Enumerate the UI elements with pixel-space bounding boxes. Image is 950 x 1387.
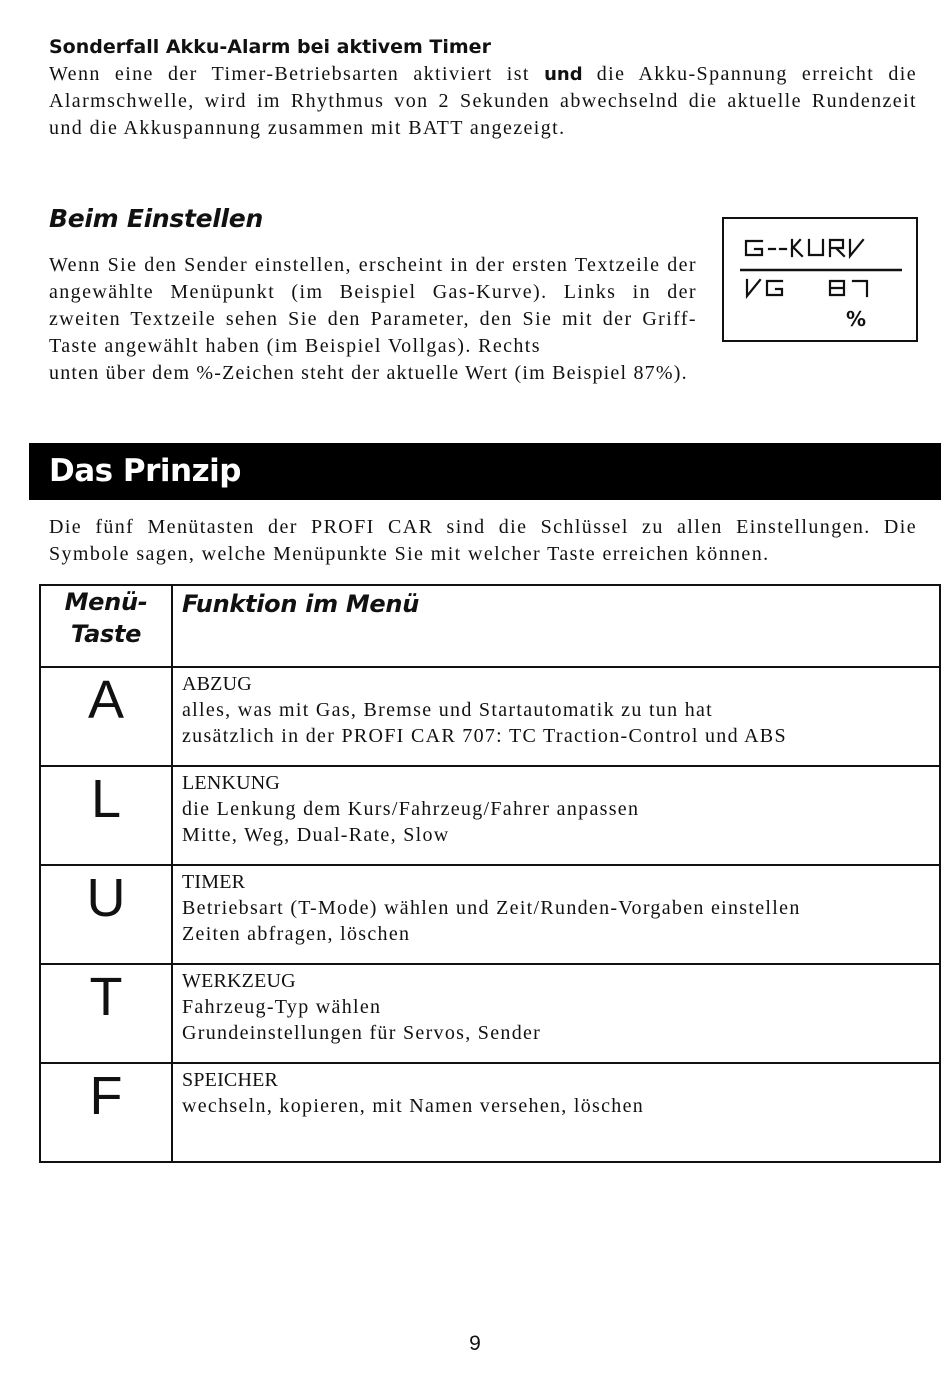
function-line: die Lenkung dem Kurs/Fahrzeug/Fahrer anpassen bbox=[182, 798, 640, 820]
alarm-paragraph bbox=[49, 61, 917, 142]
section-banner-principle: Das Prinzip bbox=[29, 443, 941, 500]
header-menu-key-line1: Menü- bbox=[64, 588, 148, 616]
table-row bbox=[40, 964, 940, 1063]
function-line: Mitte, Weg, Dual-Rate, Slow bbox=[182, 824, 450, 846]
function-title: ABZUG bbox=[182, 673, 252, 695]
table-row bbox=[40, 667, 940, 766]
lcd-percent-sign: % bbox=[846, 307, 867, 331]
menu-key-f: F bbox=[89, 1066, 123, 1126]
function-title: WERKZEUG bbox=[182, 970, 296, 992]
principle-paragraph: Die fünf Menütasten der PROFI CAR sind die Schlüssel zu allen Einstellungen. Die Symbole sagen, welche Menüpunkte Sie mit welcher Taste erreichen können. bbox=[49, 516, 917, 565]
page-number: 9 bbox=[469, 1332, 481, 1355]
function-line: Zeiten abfragen, löschen bbox=[182, 923, 411, 945]
menu-key-l: L bbox=[90, 769, 122, 829]
function-line: zusätzlich in der PROFI CAR 707: TC Traction-Control und ABS bbox=[182, 725, 787, 747]
function-title: LENKUNG bbox=[182, 772, 281, 794]
menu-key-t: T bbox=[89, 967, 123, 1027]
menu-key-a: A bbox=[87, 670, 125, 730]
function-line: Grundeinstellungen für Servos, Sender bbox=[182, 1022, 542, 1044]
alarm-text-after: die Akku-Spannung erreicht die Alarmschwelle, wird im Rhythmus von 2 Sekunden abwechselnd die aktuelle Rundenzeit und die Akkuspannung zusammen mit BATT angezeigt. bbox=[49, 63, 917, 139]
lcd-segments bbox=[724, 219, 920, 344]
section-title-setup: Beim Einstellen bbox=[49, 204, 263, 233]
table-row bbox=[40, 766, 940, 865]
table-header-row bbox=[40, 585, 940, 667]
setup-text: Wenn Sie den Sender einstellen, erscheint in der ersten Textzeile der angewählte Menüpunkt (im Beispiel Gas-Kurve). Links in der zweiten Textzeile sehen Sie den Parameter, den Sie mit der Griff-Taste angewählt haben (im Beispiel Vollgas). Rechts bbox=[49, 254, 697, 357]
alarm-keyword: und bbox=[544, 64, 583, 85]
function-line: Betriebsart (T-Mode) wählen und Zeit/Runden-Vorgaben einstellen bbox=[182, 897, 801, 919]
table-row bbox=[40, 1063, 940, 1162]
header-menu-key bbox=[40, 585, 172, 667]
lcd-display bbox=[722, 217, 918, 342]
setup-text-last-line: unten über dem %-Zeichen steht der aktuelle Wert (im Beispiel 87%). bbox=[49, 362, 688, 384]
alarm-text-before: Wenn eine der Timer-Betriebsarten aktiviert ist bbox=[49, 63, 545, 85]
function-line: wechseln, kopieren, mit Namen versehen, löschen bbox=[182, 1095, 645, 1117]
header-function: Funktion im Menü bbox=[172, 585, 940, 667]
function-line: Fahrzeug-Typ wählen bbox=[182, 996, 382, 1018]
function-title: SPEICHER bbox=[182, 1069, 279, 1091]
function-line: alles, was mit Gas, Bremse und Startautomatik zu tun hat bbox=[182, 699, 714, 721]
setup-paragraph bbox=[49, 252, 697, 387]
menu-key-u: U bbox=[86, 868, 126, 928]
header-menu-key-line2: Taste bbox=[70, 620, 142, 648]
section-title-alarm: Sonderfall Akku-Alarm bei aktivem Timer bbox=[49, 36, 491, 58]
table-row bbox=[40, 865, 940, 964]
function-title: TIMER bbox=[182, 871, 246, 893]
menu-table bbox=[39, 584, 941, 1163]
